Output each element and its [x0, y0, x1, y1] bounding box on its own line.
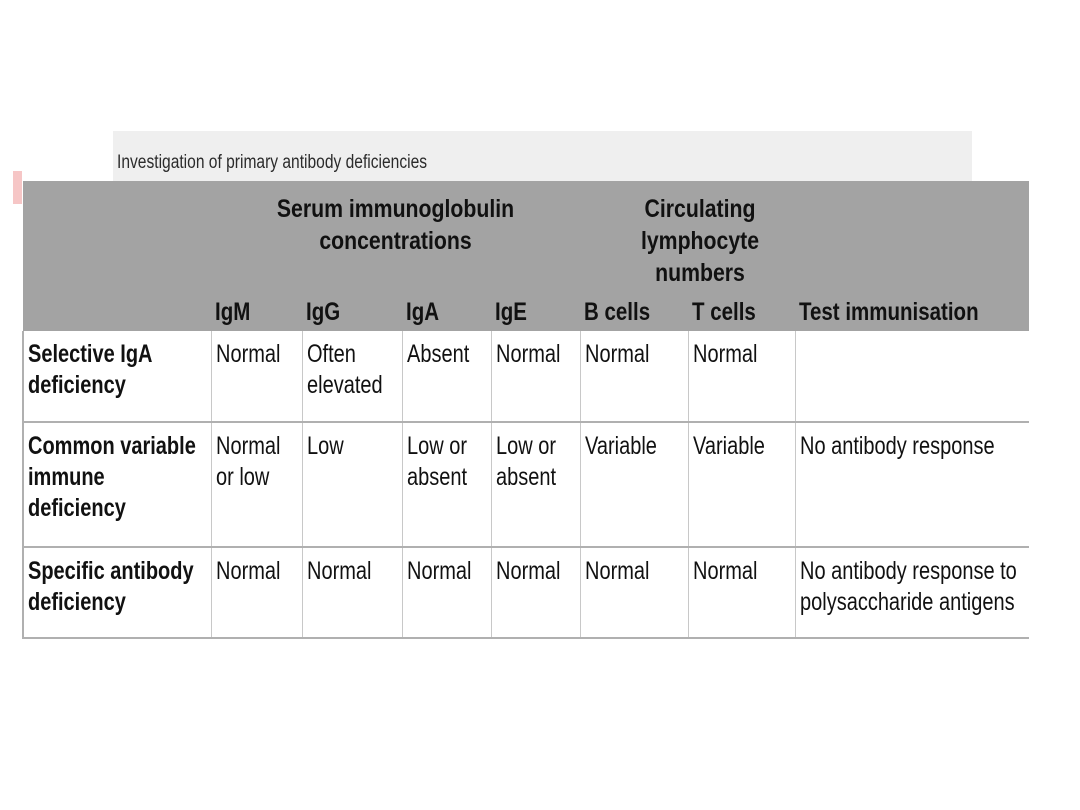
- row-label: Selective IgA deficiency: [23, 331, 211, 422]
- data-table: [22, 181, 1029, 639]
- table-cell: Normal: [688, 331, 795, 422]
- table-cell: No antibody response: [795, 422, 1029, 547]
- table-cell: Normal: [211, 331, 302, 422]
- header-group-serum-label: Serum immunoglobulin concentrations: [276, 195, 515, 255]
- table-caption: Investigation of primary antibody deficiencies: [117, 152, 428, 173]
- header-column-row: [23, 289, 1029, 331]
- header-empty-cell: [795, 181, 1029, 289]
- table-cell: Low: [302, 422, 402, 547]
- row-label: Common variable immune deficiency: [23, 422, 211, 547]
- column-header-igm: IgM: [211, 289, 302, 331]
- table-row: [23, 331, 1029, 422]
- column-header-iga: IgA: [402, 289, 491, 331]
- table-cell: Variable: [688, 422, 795, 547]
- table-cell: Often elevated: [302, 331, 402, 422]
- header-group-serum: [211, 181, 580, 289]
- table-cell: Normal: [402, 547, 491, 638]
- antibody-deficiency-table: [22, 181, 1028, 639]
- header-group-row: [23, 181, 1029, 289]
- table-cell: Normal or low: [211, 422, 302, 547]
- column-header-b-cells: B cells: [580, 289, 688, 331]
- table-cell: No antibody response to polysaccharide antigens: [795, 547, 1029, 638]
- table-cell: Normal: [211, 547, 302, 638]
- header-group-lymph: [580, 181, 795, 289]
- table-cell: Normal: [688, 547, 795, 638]
- header-empty-cell: [23, 181, 211, 289]
- slide-accent-mark: [13, 171, 22, 204]
- column-header-igg: IgG: [302, 289, 402, 331]
- table-row: [23, 547, 1029, 638]
- table-cell: [795, 331, 1029, 422]
- table-cell: Low or absent: [402, 422, 491, 547]
- table-row: [23, 422, 1029, 547]
- table-cell: Low or absent: [491, 422, 580, 547]
- table-cell: Absent: [402, 331, 491, 422]
- table-cell: Normal: [491, 547, 580, 638]
- table-cell: Normal: [580, 547, 688, 638]
- table-cell: Normal: [580, 331, 688, 422]
- header-group-lymph-label: Circulating lymphocyte numbers: [640, 195, 760, 287]
- table-cell: Normal: [491, 331, 580, 422]
- column-header: [23, 289, 211, 331]
- column-header-ige: IgE: [491, 289, 580, 331]
- column-header-t-cells: T cells: [688, 289, 795, 331]
- column-header-test-immunisation: Test immunisation: [795, 289, 1029, 331]
- table-cell: Variable: [580, 422, 688, 547]
- row-label: Specific antibody deficiency: [23, 547, 211, 638]
- table-cell: Normal: [302, 547, 402, 638]
